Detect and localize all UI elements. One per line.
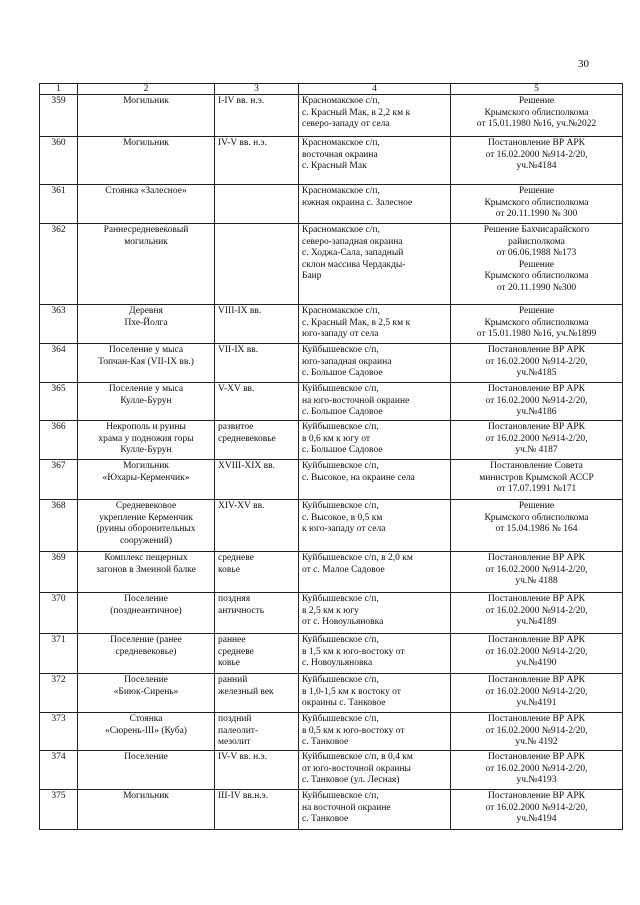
location-cell [299, 305, 451, 344]
table-row [40, 713, 623, 751]
location-cell-line: в 0,6 км к югу от [302, 433, 370, 444]
protection-document-cell [451, 593, 623, 634]
protection-document-cell-line: Постановление ВР АРК [488, 384, 585, 394]
row-number-cell: 371 [40, 634, 78, 674]
row-number-cell: 369 [40, 552, 78, 593]
protection-document-cell-line: Постановление ВР АРК [488, 791, 585, 801]
monument-name-cell-line: Кулле-Бурун [120, 445, 172, 455]
location-cell [299, 593, 451, 634]
location-cell-line: с. Танковое (ул. Лесная) [302, 775, 400, 785]
column-header: 2 [78, 84, 215, 95]
monument-name-cell-line: Раннесредневековый [103, 225, 189, 235]
table-row [40, 634, 623, 674]
protection-document-cell-line: от 16.02.2000 №914-2/20, [485, 725, 588, 736]
location-cell [299, 383, 451, 421]
dating-cell-line: III-IV вв.н.э. [218, 791, 269, 801]
protection-document-cell-line: уч.№ 4187 [515, 445, 558, 455]
row-number-cell: 375 [40, 790, 78, 830]
protection-document-cell-line: от 16.02.2000 №914-2/20, [485, 149, 588, 160]
protection-document-cell-line: Решение [518, 501, 555, 511]
monument-name-cell-line: «Биюк-Сирень» [113, 686, 179, 697]
location-cell-line: с. Танковое [302, 814, 349, 824]
protection-document-cell-line: министров Крымской АССР [479, 472, 594, 483]
dating-cell [215, 95, 299, 137]
dating-cell-line: VII-IX вв. [218, 345, 259, 355]
protection-document-cell-line: Постановление ВР АРК [488, 675, 585, 685]
dating-cell [215, 344, 299, 383]
monument-name-cell [78, 421, 215, 460]
monument-name-cell-line: храма у подножия горы [98, 433, 194, 444]
monument-name-cell-line: средневековье) [115, 646, 177, 657]
protection-document-cell-line: Постановление ВР АРК [488, 553, 585, 563]
row-number-cell: 363 [40, 305, 78, 344]
table-row [40, 305, 623, 344]
dating-cell-line: VIII-IX вв. [218, 306, 262, 316]
location-cell [299, 674, 451, 713]
protection-document-cell [451, 790, 623, 830]
protection-document-cell-line: от 15.01.1980 №16, уч.№1899 [476, 329, 597, 339]
dating-cell-line: средневековье [218, 433, 276, 444]
table-row [40, 185, 623, 224]
location-cell-line: Куйбышевское с/п, в 0,4 км [302, 752, 413, 762]
protection-document-cell [451, 674, 623, 713]
location-cell-line: с. Танковое [302, 737, 349, 747]
protection-document-cell [451, 185, 623, 224]
dating-cell-line: средневе [218, 553, 254, 563]
dating-cell [215, 137, 299, 185]
protection-document-cell-line: Постановление ВР АРК [488, 138, 585, 148]
location-cell-line: юго-западная окраина [302, 356, 392, 367]
protection-document-cell-line: уч.№ 4192 [515, 737, 558, 747]
location-cell-line: Куйбышевское с/п, [302, 635, 379, 645]
location-cell-line: Куйбышевское с/п, [302, 675, 379, 685]
location-cell-line: склон массива Чердакды- [302, 259, 406, 270]
monument-name-cell-line: Поселение [124, 675, 168, 685]
protection-document-cell-line: Крымского облисполкома [484, 197, 589, 208]
location-cell-line: Красномакское с/п, [302, 306, 380, 316]
protection-document-cell [451, 224, 623, 305]
monument-name-cell-line: (руины оборонительных [96, 524, 196, 534]
row-number-cell: 364 [40, 344, 78, 383]
location-cell [299, 790, 451, 830]
location-cell [299, 552, 451, 593]
location-cell [299, 751, 451, 790]
dating-cell-line: раннее [218, 635, 246, 645]
monument-name-cell-line: Могильник [123, 96, 169, 106]
dating-cell-line: V-XV вв. [218, 384, 255, 394]
dating-cell-line: I-IV вв. н.э. [218, 96, 265, 106]
protection-document-cell [451, 634, 623, 674]
row-number-cell: 372 [40, 674, 78, 713]
protection-document-cell-line: уч.№4186 [516, 407, 557, 417]
dating-cell [215, 460, 299, 500]
protection-document-cell-line: Постановление ВР АРК [488, 345, 585, 355]
monument-name-cell [78, 460, 215, 500]
monument-name-cell [78, 305, 215, 344]
location-cell-line: Красномакское с/п, [302, 96, 380, 106]
row-number-cell: 360 [40, 137, 78, 185]
table-row [40, 383, 623, 421]
location-cell [299, 634, 451, 674]
table-row [40, 751, 623, 790]
row-number-cell: 370 [40, 593, 78, 634]
protection-document-cell-line: Решение [518, 186, 555, 196]
location-cell-line: в 1,0-1,5 км к востоку от [302, 686, 401, 697]
monument-name-cell [78, 790, 215, 830]
monument-name-cell-line: Деревня [129, 306, 163, 316]
location-cell [299, 185, 451, 224]
protection-document-cell-line: от 16.02.2000 №914-2/20, [485, 356, 588, 367]
dating-cell-line: XIV-XV вв. [218, 501, 265, 511]
dating-cell [215, 185, 299, 224]
location-cell-line: Красномакское с/п, [302, 225, 380, 235]
location-cell-line: Куйбышевское с/п, [302, 422, 379, 432]
location-cell-line: с. Красный Мак, в 2,5 км к [302, 317, 411, 328]
row-number-cell: 362 [40, 224, 78, 305]
table-row [40, 552, 623, 593]
dating-cell [215, 634, 299, 674]
protection-document-cell [451, 421, 623, 460]
protection-document-cell-line: от 15.01.1980 №16, уч.№2022 [476, 119, 597, 129]
protection-document-cell-line: от 16.02.2000 №914-2/20, [485, 686, 588, 697]
location-cell [299, 460, 451, 500]
location-cell-line: в 0,5 км к юго-востоку от [302, 725, 405, 736]
location-cell-line: юго-западу от села [302, 329, 379, 339]
column-header: 4 [299, 84, 451, 95]
location-cell-line: Куйбышевское с/п, [302, 594, 379, 604]
protection-document-cell-line: Крымского облисполкома [484, 512, 589, 523]
monument-name-cell [78, 500, 215, 552]
location-cell-line: на восточной окраине [302, 802, 391, 813]
monuments-table [39, 83, 623, 830]
dating-cell [215, 713, 299, 751]
location-cell-line: с. Новоульяновка [302, 658, 373, 668]
location-cell [299, 421, 451, 460]
protection-document-cell-line: Крымского облисполкома [484, 271, 589, 281]
table-row [40, 224, 623, 305]
protection-document-cell-line: уч.№4185 [516, 368, 557, 378]
protection-document-cell-line: уч.№4184 [516, 161, 557, 171]
table-row [40, 421, 623, 460]
protection-document-cell-line: от 16.02.2000 №914-2/20, [485, 802, 588, 813]
monument-name-cell [78, 383, 215, 421]
protection-document-cell-line: райисполкома [508, 236, 565, 247]
monument-name-cell-line: «Юхары-Керменчик» [102, 472, 190, 483]
location-cell-line: Куйбышевское с/п, [302, 714, 379, 724]
location-cell-line: Куйбышевское с/п, [302, 384, 379, 394]
table-row [40, 344, 623, 383]
protection-document-cell [451, 552, 623, 593]
location-cell-line: Красномакское с/п, [302, 138, 380, 148]
protection-document-cell-line: от 06.06.1988 №173 [496, 248, 577, 258]
protection-document-cell-line: Постановление ВР АРК [488, 594, 585, 604]
monument-name-cell-line: Средневековое [115, 501, 177, 511]
location-cell-line: с. Ходжа-Сала, западный [302, 248, 404, 258]
protection-document-cell [451, 460, 623, 500]
protection-document-cell [451, 305, 623, 344]
column-header: 1 [40, 84, 78, 95]
protection-document-cell [451, 137, 623, 185]
monument-name-cell [78, 751, 215, 790]
protection-document-cell-line: уч.№4193 [516, 775, 557, 785]
table-header-row [40, 84, 623, 95]
location-cell-line: с. Большое Садовое [302, 368, 383, 378]
monument-name-cell-line: «Сюрень-III» (Куба) [105, 725, 187, 736]
monument-name-cell-line: Поселение у мыса [108, 345, 184, 355]
location-cell-line: Куйбышевское с/п, [302, 501, 379, 511]
monument-name-cell [78, 674, 215, 713]
location-cell [299, 713, 451, 751]
location-cell-line: с. Красный Мак [302, 161, 367, 171]
location-cell-line: с. Высокое, на окраине села [302, 472, 415, 483]
dating-cell-line: поздняя [218, 594, 251, 604]
protection-document-cell-line: от 16.02.2000 №914-2/20, [485, 395, 588, 406]
protection-document-cell [451, 344, 623, 383]
location-cell-line: с. Большое Садовое [302, 445, 383, 455]
protection-document-cell-line: уч.№4190 [516, 658, 557, 668]
protection-document-cell-line: от 16.02.2000 №914-2/20, [485, 646, 588, 657]
dating-cell [215, 674, 299, 713]
location-cell-line: от с. Новоульяновка [302, 617, 384, 627]
protection-document-cell-line: Решение [518, 306, 555, 316]
dating-cell-line: средневе [218, 646, 254, 657]
monument-name-cell-line: Могильник [123, 791, 169, 801]
dating-cell [215, 305, 299, 344]
location-cell [299, 224, 451, 305]
dating-cell [215, 500, 299, 552]
row-number-cell: 374 [40, 751, 78, 790]
protection-document-cell-line: Решение Бахчисарайского [483, 225, 590, 235]
monument-name-cell-line: Некрополь и руины [106, 422, 186, 432]
location-cell [299, 500, 451, 552]
row-number-cell: 367 [40, 460, 78, 500]
protection-document-cell-line: уч.№4194 [516, 814, 557, 824]
monument-name-cell [78, 713, 215, 751]
dating-cell-line: развитое [218, 422, 254, 432]
monument-name-cell-line: Кулле-Бурун [120, 395, 172, 406]
location-cell-line: от с. Малое Садовое [302, 564, 385, 575]
location-cell-line: Куйбышевское с/п, [302, 461, 379, 471]
location-cell-line: Куйбышевское с/п, [302, 791, 379, 801]
protection-document-cell [451, 95, 623, 137]
dating-cell-line: палеолит- [218, 725, 259, 736]
dating-cell [215, 421, 299, 460]
protection-document-cell-line: уч.№4191 [516, 698, 557, 708]
monument-name-cell [78, 552, 215, 593]
table-row [40, 674, 623, 713]
dating-cell-line: поздний [218, 714, 252, 724]
protection-document-cell [451, 751, 623, 790]
dating-cell-line: железный век [218, 686, 274, 697]
monument-name-cell-line: Комплекс пещерных [104, 553, 188, 563]
monument-name-cell-line: Топчан-Кая (VII-IX вв.) [98, 356, 194, 367]
dating-cell-line: ранний [218, 675, 248, 685]
protection-document-cell-line: уч.№4189 [516, 617, 557, 627]
dating-cell [215, 593, 299, 634]
protection-document-cell-line: от 15.04.1986 № 164 [495, 524, 578, 534]
table-row [40, 95, 623, 137]
protection-document-cell-line: Постановление ВР АРК [488, 752, 585, 762]
location-cell [299, 344, 451, 383]
protection-document-cell-line: Крымского облисполкома [484, 107, 589, 118]
location-cell-line: к юго-западу от села [302, 524, 386, 534]
location-cell-line: от юго-восточной окраины [302, 763, 411, 774]
monument-name-cell-line: загонов в Змеиной балке [96, 564, 196, 575]
dating-cell [215, 383, 299, 421]
protection-document-cell-line: от 20.11.1990 № 300 [495, 209, 578, 219]
dating-cell [215, 224, 299, 305]
monument-name-cell-line: Пхе-Йолга [124, 317, 168, 328]
row-number-cell: 359 [40, 95, 78, 137]
protection-document-cell-line: Постановление ВР АРК [488, 714, 585, 724]
row-number-cell: 366 [40, 421, 78, 460]
location-cell-line: в 2,5 км к югу [302, 605, 359, 616]
protection-document-cell-line: Решение [518, 96, 555, 106]
monument-name-cell-line: Поселение [124, 594, 168, 604]
location-cell-line: северо-западная окраина [302, 236, 403, 247]
dating-cell-line: IV-V вв. н.э. [218, 138, 268, 148]
row-number-cell: 361 [40, 185, 78, 224]
protection-document-cell-line: Постановление Совета [490, 461, 583, 471]
table-row [40, 790, 623, 830]
location-cell [299, 95, 451, 137]
protection-document-cell [451, 500, 623, 552]
protection-document-cell-line: от 17.07.1991 №171 [496, 484, 577, 494]
table-row [40, 593, 623, 634]
dating-cell-line: античность [218, 605, 265, 616]
dating-cell-line: IV-V вв. н.э. [218, 752, 268, 762]
monument-name-cell [78, 185, 215, 224]
column-header: 5 [451, 84, 623, 95]
location-cell-line: с. Большое Садовое [302, 407, 383, 417]
monument-name-cell-line: могильник [124, 236, 168, 247]
row-number-cell: 373 [40, 713, 78, 751]
location-cell-line: с. Красный Мак, в 2,2 км к [302, 107, 411, 118]
protection-document-cell-line: Крымского облисполкома [484, 317, 589, 328]
monument-name-cell [78, 137, 215, 185]
protection-document-cell [451, 383, 623, 421]
location-cell-line: с. Высокое, в 0,5 км [302, 512, 383, 523]
monument-name-cell-line: Могильник [123, 461, 169, 471]
row-number-cell: 365 [40, 383, 78, 421]
dating-cell-line: ковье [218, 564, 240, 575]
location-cell-line: северо-западу от села [302, 119, 390, 129]
monument-name-cell [78, 344, 215, 383]
protection-document-cell-line: от 20.11.1990 №300 [496, 282, 577, 293]
monument-name-cell-line: Стоянка «Залесное» [105, 186, 187, 196]
protection-document-cell-line: Решение [518, 259, 555, 270]
protection-document-cell-line: от 16.02.2000 №914-2/20, [485, 433, 588, 444]
table-row [40, 500, 623, 552]
dating-cell-line: ковье [218, 658, 240, 668]
location-cell-line: Красномакское с/п, [302, 186, 380, 196]
dating-cell [215, 552, 299, 593]
location-cell [299, 137, 451, 185]
column-header: 3 [215, 84, 299, 95]
monument-name-cell-line: сооружений) [119, 535, 173, 546]
protection-document-cell-line: уч.№ 4188 [515, 576, 558, 586]
protection-document-cell-line: от 16.02.2000 №914-2/20, [485, 564, 588, 575]
row-number-cell: 368 [40, 500, 78, 552]
location-cell-line: на юго-восточной окраине [302, 395, 410, 406]
monument-name-cell-line: Могильник [123, 138, 169, 148]
monument-name-cell-line: (позднеантичное) [110, 605, 182, 616]
location-cell-line: Куйбышевское с/п, в 2,0 км [302, 553, 413, 563]
table-row [40, 460, 623, 500]
monument-name-cell [78, 224, 215, 305]
monument-name-cell-line: укрепление Керменчик [99, 512, 193, 523]
location-cell-line: в 1,5 км к юго-востоку от [302, 646, 405, 657]
protection-document-cell-line: Постановление ВР АРК [488, 422, 585, 432]
monument-name-cell [78, 634, 215, 674]
dating-cell [215, 790, 299, 830]
protection-document-cell-line: от 16.02.2000 №914-2/20, [485, 763, 588, 774]
table-row [40, 137, 623, 185]
monument-name-cell-line: Поселение (ранее [110, 635, 182, 645]
dating-cell [215, 751, 299, 790]
location-cell-line: Баир [302, 271, 322, 281]
monument-name-cell [78, 95, 215, 137]
protection-document-cell [451, 713, 623, 751]
monument-name-cell [78, 593, 215, 634]
location-cell-line: южная окраина с. Залесное [302, 197, 413, 208]
page-number: 30 [578, 58, 589, 70]
protection-document-cell-line: от 16.02.2000 №914-2/20, [485, 605, 588, 616]
protection-document-cell-line: Постановление ВР АРК [488, 635, 585, 645]
monument-name-cell-line: Поселение [124, 752, 168, 762]
dating-cell-line: мезолит [218, 737, 251, 747]
location-cell-line: восточная окраина [302, 149, 378, 160]
monument-name-cell-line: Стоянка [129, 714, 163, 724]
location-cell-line: Куйбышевское с/п, [302, 345, 379, 355]
location-cell-line: окраины с. Танковое [302, 698, 386, 708]
dating-cell-line: XVIII-XIX вв. [218, 461, 275, 471]
monument-name-cell-line: Поселение у мыса [108, 384, 184, 394]
